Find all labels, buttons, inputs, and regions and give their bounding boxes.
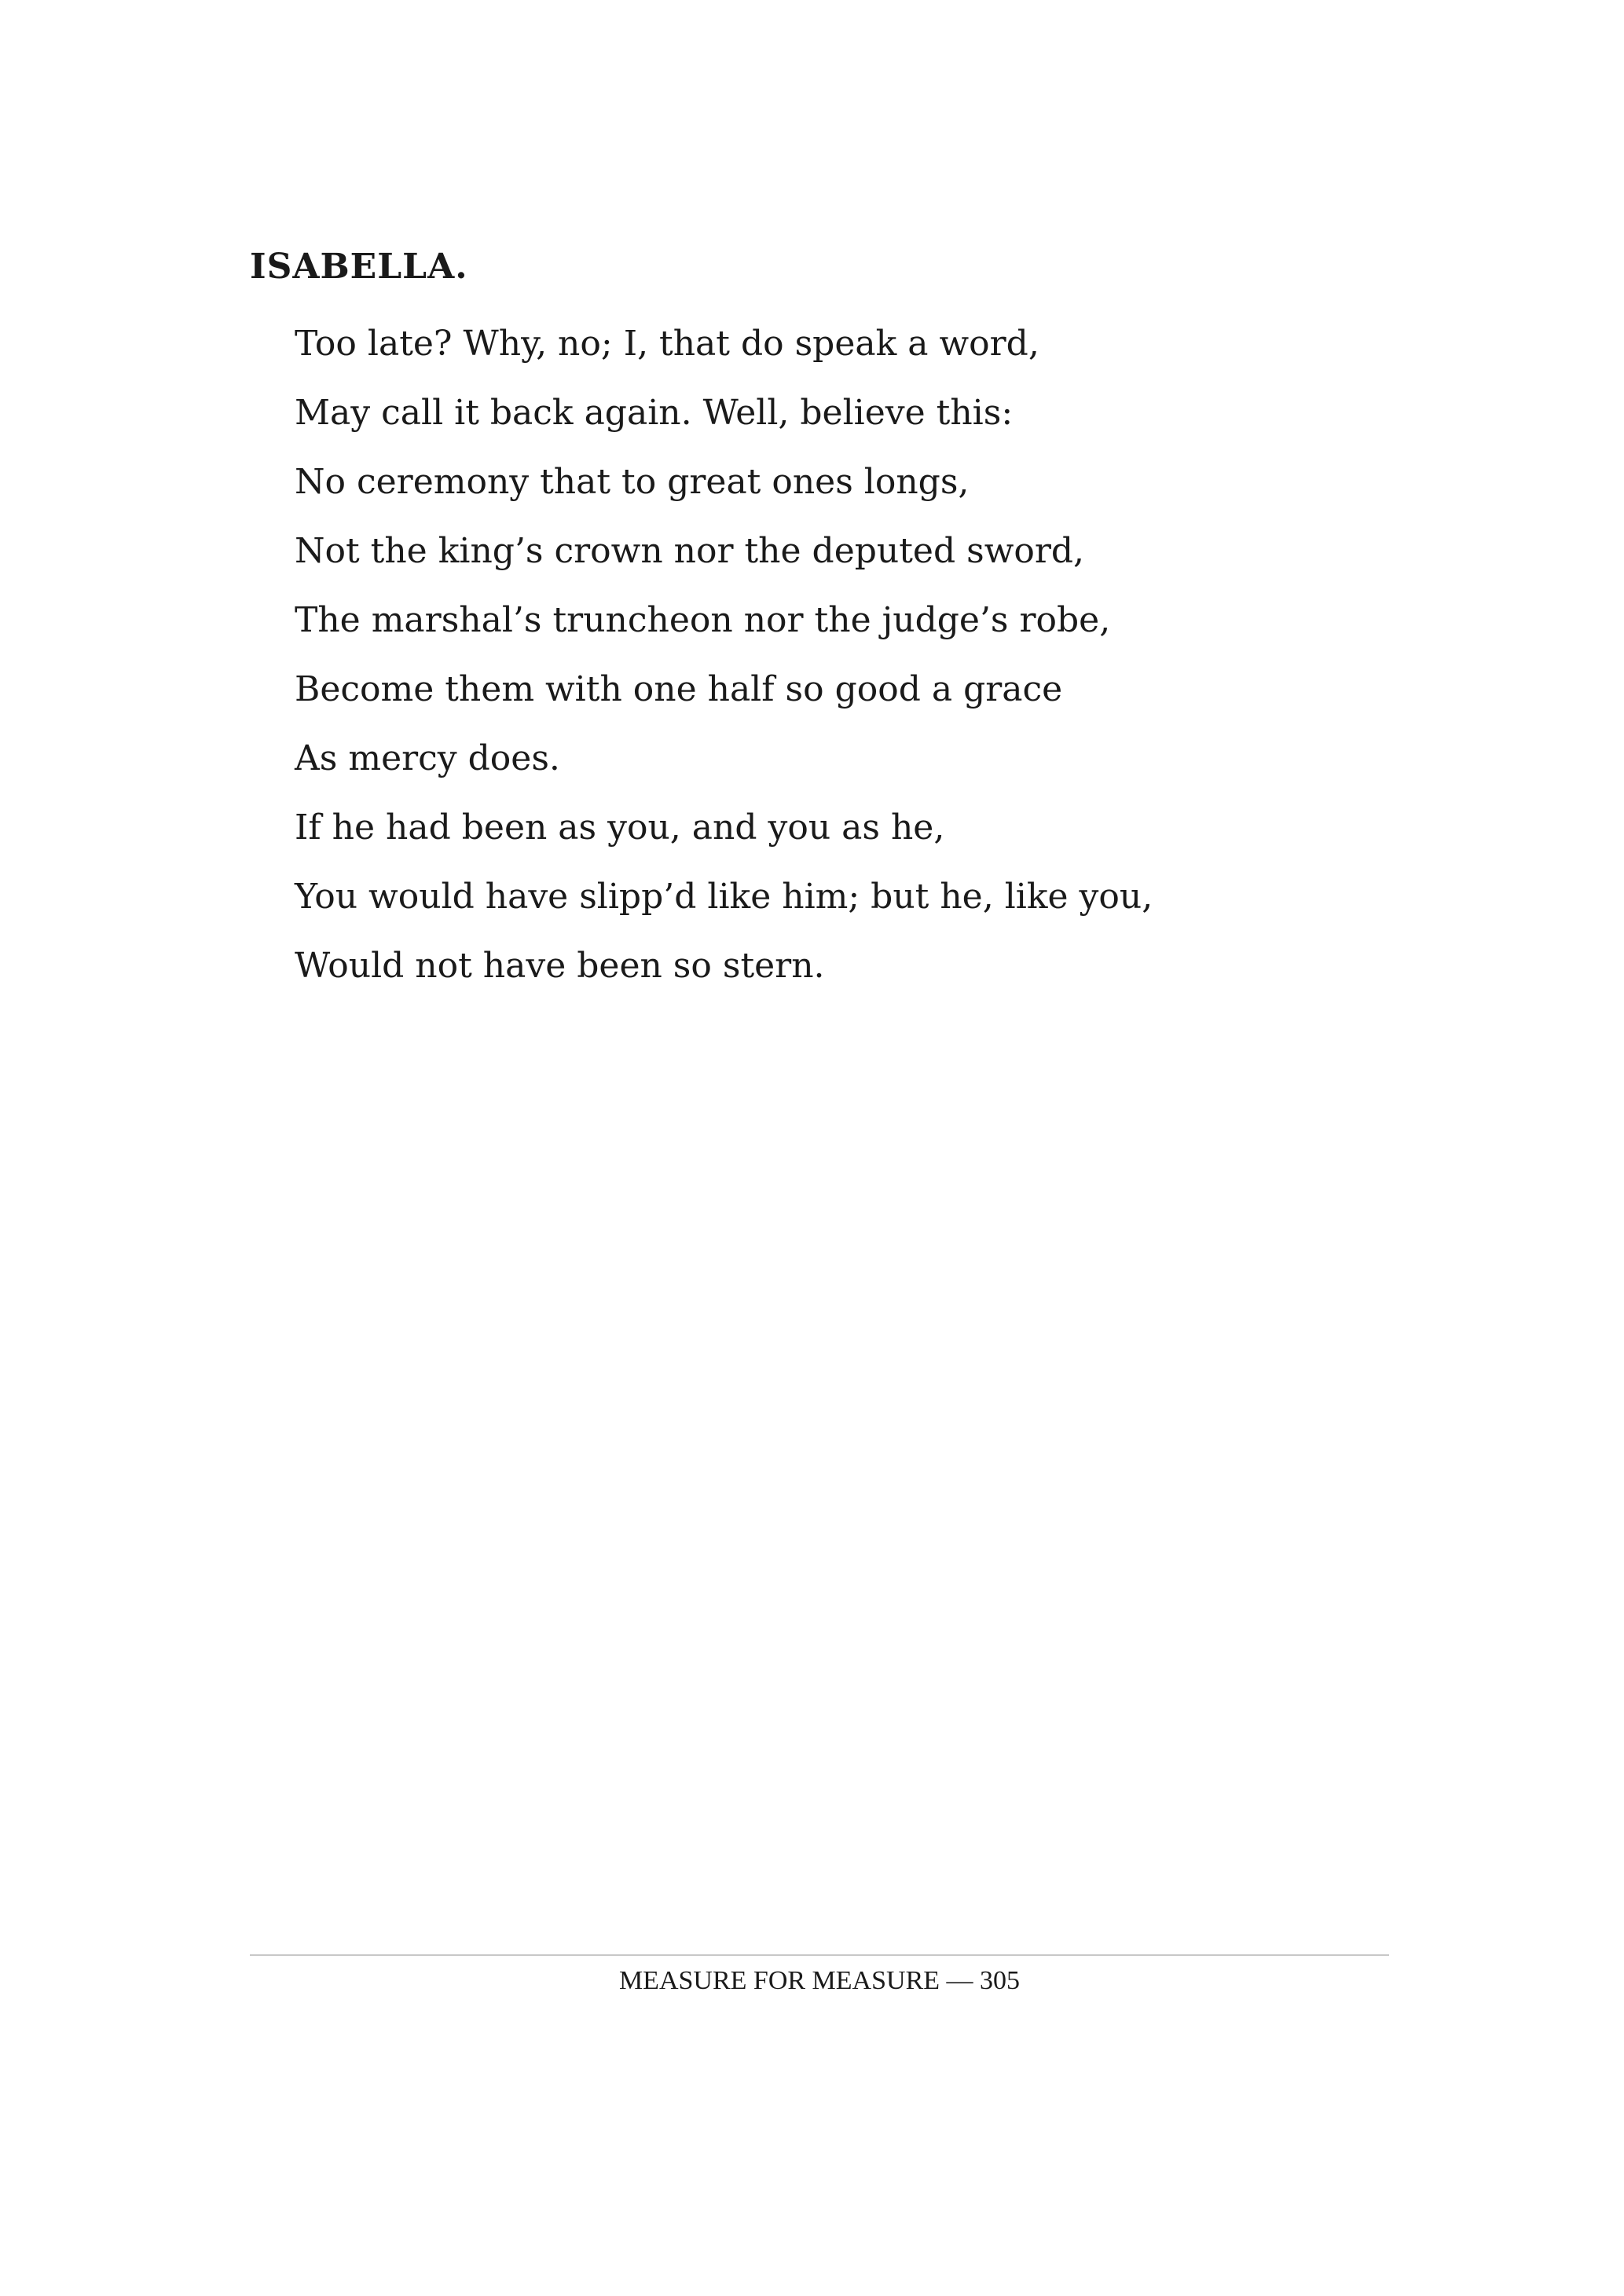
verse-line: Would not have been so stern.: [295, 946, 825, 986]
verse-line: May call it back again. Well, believe this:: [295, 393, 1014, 433]
running-footer: MEASURE FOR MEASURE — 305: [618, 1966, 1021, 1995]
verse-line: As mercy does.: [295, 738, 560, 778]
verse-line: Too late? Why, no; I, that do speak a word,: [295, 324, 1039, 364]
verse-line: Not the king’s crown nor the deputed sword,: [295, 531, 1085, 571]
verse-line: The marshal’s truncheon nor the judge’s robe,: [295, 600, 1111, 640]
verse-line: If he had been as you, and you as he,: [295, 807, 945, 848]
verse-block: [295, 309, 1153, 1001]
speaker-name: ISABELLA.: [250, 247, 468, 287]
verse-line: Become them with one half so good a grace: [295, 669, 1063, 709]
verse-line: You would have slipp’d like him; but he, like you,: [295, 877, 1153, 917]
verse-line: No ceremony that to great ones longs,: [295, 462, 970, 502]
footer-divider: [250, 1954, 1389, 1956]
